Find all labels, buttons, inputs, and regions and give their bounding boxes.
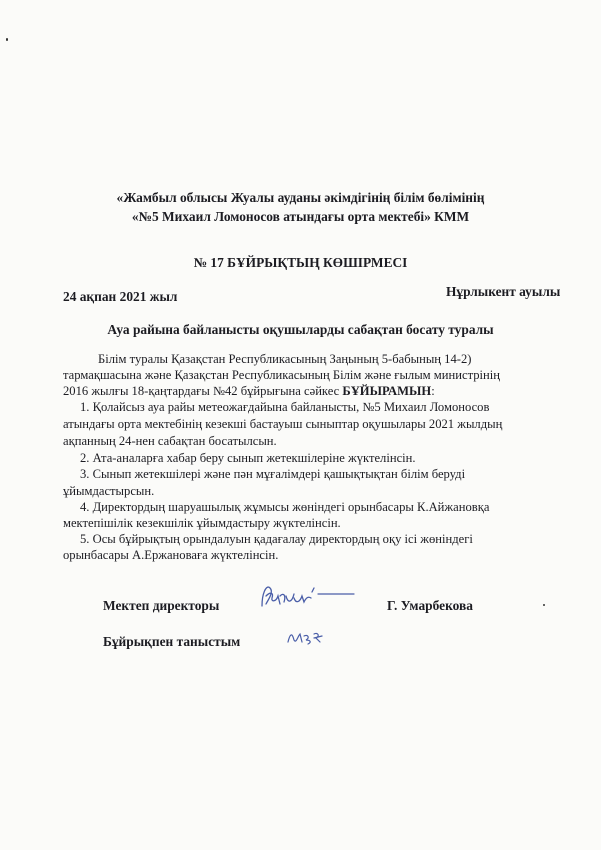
item-5-line-1: 5. Осы бұйрықтың орындалуын қадағалау директордың оқу ісі жөніндегі [80, 532, 473, 546]
item-2: 2. Ата-аналарға хабар беру сынып жетекшілеріне жүктелінсін. [80, 451, 416, 465]
item-3-line-2: ұйымдастырсын. [63, 484, 155, 498]
item-4-line-1: 4. Директордың шаруашылық жұмысы жөніндегі орынбасары К.Айжановқа [80, 500, 490, 514]
document-place: Нұрлыкент ауылы [446, 284, 561, 299]
acknowledged-label: Бұйрықпен таныстым [103, 634, 241, 649]
preamble-line-2: тармақшасына және Қазақстан Республикасының Білім және ғылым министрінің [63, 368, 501, 382]
preamble-line-1: Білім туралы Қазақстан Республикасының Заңының 5-бабының 14-2) [98, 352, 472, 366]
header-line-2: «№5 Михаил Ломоносов атындағы орта мектебі» КММ [131, 209, 470, 224]
item-4-line-2: мектепішілік кезекшілік ұйымдастыру жүктелінсін. [63, 516, 341, 530]
preamble-colon: : [431, 384, 435, 398]
director-signature [256, 578, 366, 614]
scan-speck [543, 604, 545, 606]
scan-speck [6, 38, 8, 41]
document-title: № 17 БҰЙРЫҚТЫҢ КӨШІРМЕСІ [193, 255, 408, 270]
document-date: 24 ақпан 2021 жыл [63, 289, 178, 304]
item-1-line-1: 1. Қолайсыз ауа райы метеожағдайына байланысты, №5 Михаил Ломоносов [80, 400, 490, 414]
director-role: Мектеп директоры [103, 598, 220, 613]
initials-signature [284, 624, 328, 648]
order-keyword: БҰЙЫРАМЫН [342, 384, 432, 398]
item-1-line-3: ақпанның 24-нен сабақтан босатылсын. [63, 434, 277, 448]
item-1-line-2: атындағы орта мектебінің кезекші бастауыш сыныптар оқушылары 2021 жылдың [63, 417, 503, 431]
item-3-line-1: 3. Сынып жетекшілері және пән мұғалімдері қашықтықтан білім беруді [80, 467, 466, 481]
director-name: Г. Умарбекова [387, 598, 473, 613]
preamble-line-3 [63, 384, 435, 399]
item-5-line-2: орынбасары А.Ержановаға жүктелінсін. [63, 548, 279, 562]
preamble-text: 2016 жылғы 18-қаңтардағы №42 бұйрығына сәйкес [63, 384, 343, 398]
document-subject: Ауа райына байланысты оқушыларды сабақтан босату туралы [107, 322, 494, 337]
header-line-1: «Жамбыл облысы Жуалы ауданы әкімдігінің білім бөлімінің [116, 190, 485, 205]
